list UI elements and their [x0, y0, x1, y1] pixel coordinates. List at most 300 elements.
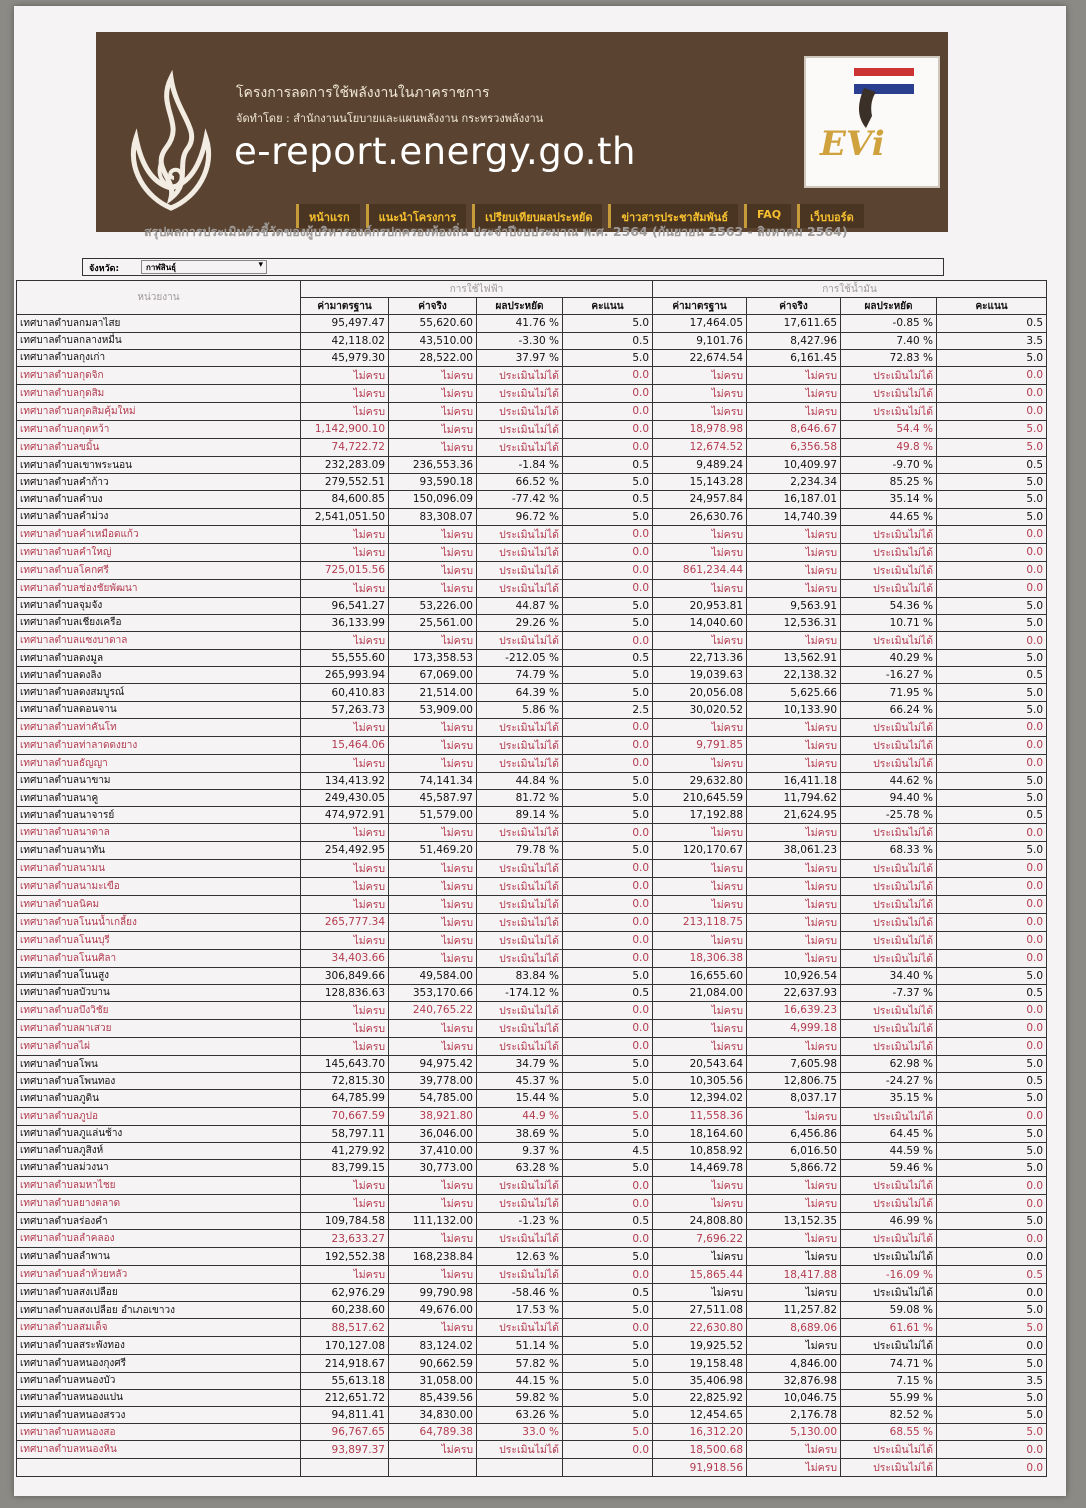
e-std-cell: 212,651.72: [301, 1389, 389, 1406]
e-score-cell: 5.0: [563, 1055, 653, 1072]
f-save-cell: 44.59 %: [841, 1142, 937, 1159]
e-save-cell: 33.0 %: [477, 1424, 563, 1441]
e-save-cell: ประเมินไม่ได้: [477, 561, 563, 579]
e-std-cell: 265,993.94: [301, 667, 389, 684]
unit-name-cell: เทศบาลตำบลหนองหิน: [17, 1441, 301, 1459]
nav-compare[interactable]: เปรียบเทียบผลประหยัด: [472, 204, 602, 228]
e-score-cell: 5.0: [563, 315, 653, 332]
f-score-cell: 0.0: [937, 1177, 1047, 1195]
e-score-cell: 5.0: [563, 614, 653, 631]
f-std-cell: 27,511.08: [653, 1302, 747, 1319]
f-std-cell: ไม่ครบ: [653, 1001, 747, 1019]
nav-webboard[interactable]: เว็บบอร์ด: [797, 204, 864, 228]
f-act-cell: ไม่ครบ: [747, 543, 841, 561]
f-score-cell: 0.0: [937, 754, 1047, 772]
e-act-cell: ไม่ครบ: [389, 913, 477, 931]
f-act-cell: 8,646.67: [747, 420, 841, 438]
e-std-cell: 474,972.91: [301, 807, 389, 824]
f-score-cell: 0.0: [937, 1037, 1047, 1055]
f-save-cell: ประเมินไม่ได้: [841, 579, 937, 597]
e-score-cell: 5.0: [563, 1337, 653, 1355]
e-act-cell: ไม่ครบ: [389, 438, 477, 456]
e-score-header: คะแนน: [563, 298, 653, 315]
table-row: [17, 438, 1047, 456]
e-score-cell: 0.0: [563, 632, 653, 650]
e-std-cell: 83,799.15: [301, 1159, 389, 1176]
f-save-cell: 82.52 %: [841, 1407, 937, 1424]
f-save-cell: ประเมินไม่ได้: [841, 525, 937, 543]
f-act-cell: ไม่ครบ: [747, 1195, 841, 1213]
f-act-cell: ไม่ครบ: [747, 859, 841, 877]
f-act-cell: ไม่ครบ: [747, 736, 841, 754]
f-score-cell: 5.0: [937, 349, 1047, 366]
organizer-line: จัดทำโดย : สำนักงานนโยบายและแผนพลังงาน กระทรวงพลังงาน: [236, 112, 544, 125]
f-score-cell: 0.5: [937, 1073, 1047, 1090]
f-save-cell: 54.4 %: [841, 420, 937, 438]
f-std-cell: ไม่ครบ: [653, 525, 747, 543]
unit-name-cell: เทศบาลตำบลยางตลาด: [17, 1195, 301, 1213]
table-row: [17, 1284, 1047, 1302]
table-row: [17, 1266, 1047, 1284]
project-title: โครงการลดการใช้พลังงานในภาคราชการ: [236, 85, 490, 101]
e-save-cell: ประเมินไม่ได้: [477, 931, 563, 949]
f-act-cell: 22,637.93: [747, 984, 841, 1001]
unit-name-cell: เทศบาลตำบลภูแล่นช้าง: [17, 1125, 301, 1142]
f-act-cell: 12,536.31: [747, 614, 841, 631]
table-row: [17, 632, 1047, 650]
f-score-cell: 0.0: [937, 366, 1047, 384]
e-score-cell: 5.0: [563, 1372, 653, 1389]
e-score-cell: 5.0: [563, 1302, 653, 1319]
e-save-cell: ประเมินไม่ได้: [477, 632, 563, 650]
f-std-cell: 18,306.38: [653, 949, 747, 967]
f-score-cell: 5.0: [937, 842, 1047, 859]
f-save-cell: ประเมินไม่ได้: [841, 877, 937, 895]
e-act-cell: ไม่ครบ: [389, 1266, 477, 1284]
e-score-cell: 5.0: [563, 1424, 653, 1441]
unit-name-cell: เทศบาลตำบลนาดาล: [17, 824, 301, 842]
e-save-cell: 64.39 %: [477, 684, 563, 701]
f-score-cell: 5.0: [937, 1159, 1047, 1176]
f-act-cell: 32,876.98: [747, 1372, 841, 1389]
unit-name-cell: เทศบาลตำบลแซงบาดาล: [17, 632, 301, 650]
f-act-cell: ไม่ครบ: [747, 824, 841, 842]
e-score-cell: 5.0: [563, 1073, 653, 1090]
f-score-cell: 5.0: [937, 1424, 1047, 1441]
unit-name-cell: เทศบาลตำบลจุมจัง: [17, 597, 301, 614]
e-score-cell: 0.0: [563, 859, 653, 877]
e-save-cell: ประเมินไม่ได้: [477, 1230, 563, 1248]
nav-home[interactable]: หน้าแรก: [296, 204, 360, 228]
f-score-cell: 5.0: [937, 1389, 1047, 1406]
e-save-cell: ประเมินไม่ได้: [477, 543, 563, 561]
unit-name-cell: เทศบาลตำบลนาคู: [17, 790, 301, 807]
f-act-cell: ไม่ครบ: [747, 1248, 841, 1266]
f-save-cell: ประเมินไม่ได้: [841, 1337, 937, 1355]
f-std-cell: 29,632.80: [653, 772, 747, 789]
unit-name-cell: เทศบาลตำบลหนองกุงศรี: [17, 1355, 301, 1372]
table-row: [17, 772, 1047, 789]
f-score-cell: 0.5: [937, 807, 1047, 824]
e-save-cell: 59.82 %: [477, 1389, 563, 1406]
e-save-cell: ประเมินไม่ได้: [477, 1037, 563, 1055]
evi-logo: [804, 56, 940, 188]
f-std-cell: 861,234.44: [653, 561, 747, 579]
f-act-cell: ไม่ครบ: [747, 895, 841, 913]
e-act-cell: 99,790.98: [389, 1284, 477, 1302]
unit-name-cell: เทศบาลตำบลหนองบัว: [17, 1372, 301, 1389]
unit-name-cell: เทศบาลตำบลคำก้าว: [17, 474, 301, 491]
table-row: [17, 790, 1047, 807]
f-save-cell: ประเมินไม่ได้: [841, 1177, 937, 1195]
e-score-cell: 5.0: [563, 349, 653, 366]
e-score-cell: 0.0: [563, 1266, 653, 1284]
f-save-cell: -16.27 %: [841, 667, 937, 684]
f-act-cell: 6,356.58: [747, 438, 841, 456]
e-save-cell: 37.97 %: [477, 349, 563, 366]
f-score-cell: 0.5: [937, 1266, 1047, 1284]
e-save-cell: 79.78 %: [477, 842, 563, 859]
f-score-cell: 3.5: [937, 332, 1047, 349]
f-act-cell: 2,234.34: [747, 474, 841, 491]
e-score-cell: 0.0: [563, 366, 653, 384]
f-std-cell: 12,454.65: [653, 1407, 747, 1424]
f-act-cell: 7,605.98: [747, 1055, 841, 1072]
unit-name-cell: เทศบาลตำบลขมิ้น: [17, 438, 301, 456]
unit-name-cell: เทศบาลตำบลมหาไชย: [17, 1177, 301, 1195]
f-std-cell: 22,713.36: [653, 650, 747, 667]
f-std-cell: ไม่ครบ: [653, 931, 747, 949]
table-row: [17, 1424, 1047, 1441]
f-act-cell: 21,624.95: [747, 807, 841, 824]
unit-name-cell: เทศบาลตำบลโนนบุรี: [17, 931, 301, 949]
e-act-cell: ไม่ครบ: [389, 859, 477, 877]
e-score-cell: 0.5: [563, 456, 653, 473]
e-std-cell: ไม่ครบ: [301, 402, 389, 420]
e-std-cell: ไม่ครบ: [301, 525, 389, 543]
e-score-cell: 5.0: [563, 1159, 653, 1176]
e-std-cell: 41,279.92: [301, 1142, 389, 1159]
f-std-cell: ไม่ครบ: [653, 718, 747, 736]
f-save-cell: -9.70 %: [841, 456, 937, 473]
f-std-cell: 9,489.24: [653, 456, 747, 473]
e-std-cell: 2,541,051.50: [301, 508, 389, 525]
nav-about[interactable]: แนะนำโครงการ: [366, 204, 467, 228]
unit-name-cell: เทศบาลตำบลภูปอ: [17, 1107, 301, 1125]
e-act-cell: ไม่ครบ: [389, 754, 477, 772]
f-score-cell: 5.0: [937, 491, 1047, 508]
unit-name-cell: เทศบาลตำบลภูดิน: [17, 1090, 301, 1107]
unit-name-cell: เทศบาลตำบลม่วงนา: [17, 1159, 301, 1176]
f-save-cell: ประเมินไม่ได้: [841, 824, 937, 842]
f-act-cell: 10,133.90: [747, 701, 841, 718]
f-act-cell: ไม่ครบ: [747, 718, 841, 736]
f-act-cell: 6,456.86: [747, 1125, 841, 1142]
unit-header: หน่วยงาน: [17, 281, 301, 315]
f-std-cell: 18,978.98: [653, 420, 747, 438]
f-std-cell: 19,158.48: [653, 1355, 747, 1372]
e-std-cell: 109,784.58: [301, 1213, 389, 1230]
f-std-cell: 30,020.52: [653, 701, 747, 718]
e-std-cell: 60,410.83: [301, 684, 389, 701]
e-act-cell: ไม่ครบ: [389, 895, 477, 913]
f-score-cell: 5.0: [937, 474, 1047, 491]
table-row: [17, 543, 1047, 561]
e-std-cell: 128,836.63: [301, 984, 389, 1001]
table-row: [17, 420, 1047, 438]
f-score-cell: 0.0: [937, 736, 1047, 754]
table-row: [17, 1337, 1047, 1355]
e-act-cell: ไม่ครบ: [389, 949, 477, 967]
nav-news[interactable]: ข่าวสารประชาสัมพันธ์: [608, 204, 738, 228]
f-save-cell: ประเมินไม่ได้: [841, 931, 937, 949]
f-std-cell: ไม่ครบ: [653, 754, 747, 772]
f-act-cell: ไม่ครบ: [747, 1337, 841, 1355]
f-save-cell: ประเมินไม่ได้: [841, 384, 937, 402]
f-score-cell: 0.0: [937, 384, 1047, 402]
f-std-cell: 22,674.54: [653, 349, 747, 366]
table-row: [17, 1372, 1047, 1389]
e-score-cell: 5.0: [563, 474, 653, 491]
f-act-cell: 6,016.50: [747, 1142, 841, 1159]
e-save-cell: ประเมินไม่ได้: [477, 579, 563, 597]
e-std-cell: 23,633.27: [301, 1230, 389, 1248]
f-score-cell: 0.5: [937, 984, 1047, 1001]
f-score-cell: 5.0: [937, 1213, 1047, 1230]
f-std-cell: ไม่ครบ: [653, 824, 747, 842]
e-std-cell: 62,976.29: [301, 1284, 389, 1302]
table-row: [17, 349, 1047, 366]
unit-name-cell: เทศบาลตำบลบึงวิชัย: [17, 1001, 301, 1019]
e-act-cell: ไม่ครบ: [389, 420, 477, 438]
table-row: [17, 1125, 1047, 1142]
e-score-cell: 0.0: [563, 384, 653, 402]
table-row: [17, 456, 1047, 473]
e-save-cell: [477, 1459, 563, 1477]
e-score-cell: 5.0: [563, 1248, 653, 1266]
e-std-cell: 64,785.99: [301, 1090, 389, 1107]
e-score-cell: 0.0: [563, 1195, 653, 1213]
e-save-cell: 9.37 %: [477, 1142, 563, 1159]
e-save-cell: 44.9 %: [477, 1107, 563, 1125]
unit-name-cell: เทศบาลตำบลนิคม: [17, 895, 301, 913]
f-score-cell: 0.0: [937, 525, 1047, 543]
e-score-cell: 0.5: [563, 650, 653, 667]
unit-name-cell: เทศบาลตำบลโพนทอง: [17, 1073, 301, 1090]
table-row: [17, 859, 1047, 877]
e-std-cell: ไม่ครบ: [301, 877, 389, 895]
f-act-cell: 10,046.75: [747, 1389, 841, 1406]
site-banner: [96, 32, 948, 232]
e-act-cell: ไม่ครบ: [389, 579, 477, 597]
e-save-cell: 34.79 %: [477, 1055, 563, 1072]
e-score-cell: 5.0: [563, 772, 653, 789]
table-row: [17, 949, 1047, 967]
f-act-cell: 4,999.18: [747, 1019, 841, 1037]
f-standard-header: ค่ามาตรฐาน: [653, 298, 747, 315]
e-save-cell: ประเมินไม่ได้: [477, 1195, 563, 1213]
f-score-cell: 0.5: [937, 456, 1047, 473]
unit-name-cell: เทศบาลตำบลดงมูล: [17, 650, 301, 667]
f-score-cell: 0.0: [937, 824, 1047, 842]
e-std-cell: 55,555.60: [301, 650, 389, 667]
province-select[interactable]: กาฬสินธุ์ ▾: [141, 260, 267, 274]
e-act-cell: 34,830.00: [389, 1407, 477, 1424]
f-save-cell: ประเมินไม่ได้: [841, 1037, 937, 1055]
e-std-cell: ไม่ครบ: [301, 895, 389, 913]
e-score-cell: 0.0: [563, 525, 653, 543]
f-score-cell: 0.5: [937, 315, 1047, 332]
f-act-cell: ไม่ครบ: [747, 931, 841, 949]
f-save-cell: 66.24 %: [841, 701, 937, 718]
e-save-cell: -212.05 %: [477, 650, 563, 667]
table-row: [17, 579, 1047, 597]
f-act-cell: 2,176.78: [747, 1407, 841, 1424]
f-act-cell: 13,152.35: [747, 1213, 841, 1230]
e-save-cell: ประเมินไม่ได้: [477, 1266, 563, 1284]
f-save-cell: 34.40 %: [841, 967, 937, 984]
e-act-cell: 353,170.66: [389, 984, 477, 1001]
e-save-cell: ประเมินไม่ได้: [477, 438, 563, 456]
e-save-cell: 63.28 %: [477, 1159, 563, 1176]
unit-name-cell: เทศบาลตำบลนามะเขือ: [17, 877, 301, 895]
f-act-cell: 9,563.91: [747, 597, 841, 614]
e-save-cell: 81.72 %: [477, 790, 563, 807]
f-score-cell: 5.0: [937, 420, 1047, 438]
f-score-cell: 5.0: [937, 684, 1047, 701]
site-url[interactable]: e-report.energy.go.th: [234, 130, 636, 173]
e-score-cell: 0.0: [563, 1441, 653, 1459]
f-save-cell: ประเมินไม่ได้: [841, 949, 937, 967]
f-save-cell: 94.40 %: [841, 790, 937, 807]
e-score-cell: 5.0: [563, 667, 653, 684]
e-std-cell: ไม่ครบ: [301, 1266, 389, 1284]
f-std-cell: 14,040.60: [653, 614, 747, 631]
e-act-cell: 64,789.38: [389, 1424, 477, 1441]
e-act-cell: ไม่ครบ: [389, 1037, 477, 1055]
f-score-cell: 0.0: [937, 1459, 1047, 1477]
unit-name-cell: [17, 1459, 301, 1477]
e-save-cell: 5.86 %: [477, 701, 563, 718]
e-std-cell: 254,492.95: [301, 842, 389, 859]
unit-name-cell: เทศบาลตำบลผาเสวย: [17, 1019, 301, 1037]
table-row: [17, 1441, 1047, 1459]
table-row: [17, 1159, 1047, 1176]
f-std-cell: 15,143.28: [653, 474, 747, 491]
table-row: [17, 984, 1047, 1001]
table-row: [17, 402, 1047, 420]
evaluation-table: [16, 280, 1047, 1477]
f-save-cell: ประเมินไม่ได้: [841, 366, 937, 384]
e-std-cell: 134,413.92: [301, 772, 389, 789]
table-row: [17, 332, 1047, 349]
e-save-cell: -58.46 %: [477, 1284, 563, 1302]
e-std-cell: 96,541.27: [301, 597, 389, 614]
e-save-cell: -1.84 %: [477, 456, 563, 473]
f-save-cell: 35.15 %: [841, 1090, 937, 1107]
e-act-cell: 53,909.00: [389, 701, 477, 718]
f-std-cell: 22,825.92: [653, 1389, 747, 1406]
e-save-cell: 15.44 %: [477, 1090, 563, 1107]
table-row: [17, 1248, 1047, 1266]
table-row: [17, 1142, 1047, 1159]
f-std-cell: 16,655.60: [653, 967, 747, 984]
f-std-cell: 213,118.75: [653, 913, 747, 931]
e-act-cell: 236,553.36: [389, 456, 477, 473]
e-score-cell: 0.0: [563, 824, 653, 842]
nav-faq[interactable]: FAQ: [744, 204, 791, 228]
e-act-cell: 150,096.09: [389, 491, 477, 508]
f-score-cell: 5.0: [937, 1142, 1047, 1159]
e-act-cell: 93,590.18: [389, 474, 477, 491]
e-save-cell: 29.26 %: [477, 614, 563, 631]
e-act-cell: 240,765.22: [389, 1001, 477, 1019]
f-score-cell: 0.0: [937, 931, 1047, 949]
e-save-cell: ประเมินไม่ได้: [477, 402, 563, 420]
f-save-cell: 59.08 %: [841, 1302, 937, 1319]
e-score-cell: 4.5: [563, 1142, 653, 1159]
f-std-cell: 22,630.80: [653, 1319, 747, 1337]
f-std-cell: 35,406.98: [653, 1372, 747, 1389]
f-save-cell: -0.85 %: [841, 315, 937, 332]
e-act-cell: ไม่ครบ: [389, 1177, 477, 1195]
f-act-cell: 8,037.17: [747, 1090, 841, 1107]
fuel-header: การใช้น้ำมัน: [653, 281, 1047, 298]
f-save-cell: 7.40 %: [841, 332, 937, 349]
e-save-cell: 38.69 %: [477, 1125, 563, 1142]
unit-name-cell: เทศบาลตำบลสระพังทอง: [17, 1337, 301, 1355]
f-save-cell: ประเมินไม่ได้: [841, 718, 937, 736]
summary-title: สรุปผลการประเมินตัวชี้วัดของผู้บริหารองค์กรปกครองท้องถิ่น ประจำปีงบประมาณ พ.ศ. 2564 (กันยายน 2563 - สิงหาคม 2564): [144, 224, 848, 239]
f-act-cell: ไม่ครบ: [747, 579, 841, 597]
f-act-cell: ไม่ครบ: [747, 366, 841, 384]
f-score-cell: 0.0: [937, 1019, 1047, 1037]
e-std-cell: 170,127.08: [301, 1337, 389, 1355]
f-save-cell: 64.45 %: [841, 1125, 937, 1142]
e-act-cell: 90,662.59: [389, 1355, 477, 1372]
f-save-cell: 49.8 %: [841, 438, 937, 456]
e-act-cell: 111,132.00: [389, 1213, 477, 1230]
e-std-cell: ไม่ครบ: [301, 754, 389, 772]
unit-name-cell: เทศบาลตำบลกุดจิก: [17, 366, 301, 384]
f-save-cell: 68.33 %: [841, 842, 937, 859]
f-save-cell: 7.15 %: [841, 1372, 937, 1389]
e-act-cell: ไม่ครบ: [389, 877, 477, 895]
f-save-cell: ประเมินไม่ได้: [841, 543, 937, 561]
f-saving-header: ผลประหยัด: [841, 298, 937, 315]
unit-name-cell: เทศบาลตำบลช่องชัยพัฒนา: [17, 579, 301, 597]
e-std-cell: 232,283.09: [301, 456, 389, 473]
f-save-cell: 74.71 %: [841, 1355, 937, 1372]
f-act-cell: 17,611.65: [747, 315, 841, 332]
e-score-cell: 0.0: [563, 1001, 653, 1019]
unit-name-cell: เทศบาลตำบลโคกศรี: [17, 561, 301, 579]
e-act-cell: 53,226.00: [389, 597, 477, 614]
f-save-cell: ประเมินไม่ได้: [841, 632, 937, 650]
f-act-cell: 4,846.00: [747, 1355, 841, 1372]
unit-name-cell: เทศบาลตำบลไผ่: [17, 1037, 301, 1055]
unit-name-cell: เทศบาลตำบลคำใหญ่: [17, 543, 301, 561]
table-row: [17, 842, 1047, 859]
e-std-cell: 88,517.62: [301, 1319, 389, 1337]
e-std-cell: 279,552.51: [301, 474, 389, 491]
f-save-cell: ประเมินไม่ได้: [841, 1441, 937, 1459]
table-row: [17, 807, 1047, 824]
e-std-cell: 145,643.70: [301, 1055, 389, 1072]
e-score-cell: 0.0: [563, 1019, 653, 1037]
e-save-cell: 44.84 %: [477, 772, 563, 789]
f-score-cell: 5.0: [937, 438, 1047, 456]
